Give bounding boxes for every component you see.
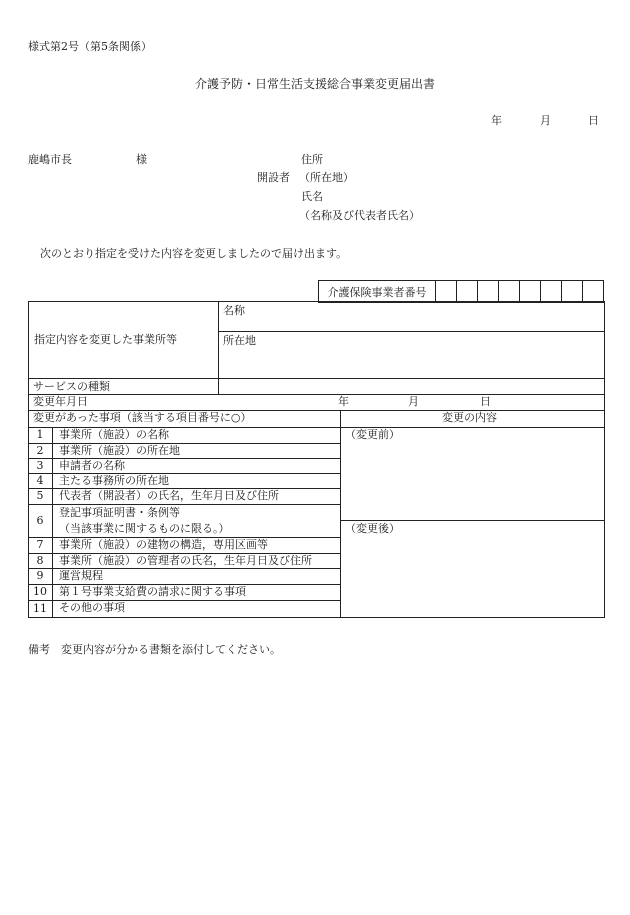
table-rule — [28, 568, 341, 569]
table-rule — [218, 301, 219, 394]
table-rule — [28, 504, 341, 505]
license-number-cell[interactable] — [478, 281, 499, 302]
applicant-address-label: 住所 — [301, 153, 323, 166]
license-number-label: 介護保険事業者番号 — [319, 281, 436, 302]
table-rule — [28, 458, 341, 459]
table-rule — [28, 537, 341, 538]
item-text: 事業所（施設）の管理者の氏名，生年月日及び住所 — [59, 554, 312, 567]
table-rule — [604, 301, 605, 617]
office-label: 指定内容を変更した事業所等 — [34, 333, 177, 346]
table-rule — [28, 427, 605, 428]
table-rule — [218, 331, 605, 332]
office-name-label: 名称 — [223, 304, 245, 317]
item-text-sub: （当該事業に関するものに限る。） — [59, 522, 230, 535]
table-rule — [28, 443, 341, 444]
service-type-label: サービスの種類 — [33, 380, 110, 393]
item-text: 申請者の名称 — [59, 459, 125, 472]
table-rule — [52, 427, 53, 617]
item-text: 代表者（開設者）の氏名，生年月日及び住所 — [59, 489, 279, 502]
license-number-cell[interactable] — [583, 281, 603, 302]
before-label: （変更前） — [345, 428, 400, 441]
item-number[interactable]: 8 — [36, 553, 44, 567]
table-rule — [28, 473, 341, 474]
table-rule — [28, 600, 341, 601]
table-rule — [28, 584, 341, 585]
table-rule — [28, 553, 341, 554]
date-year-label: 年 — [491, 114, 502, 127]
after-label: （変更後） — [345, 522, 400, 535]
license-number-cell[interactable] — [436, 281, 457, 302]
change-date-label: 変更年月日 — [33, 395, 88, 408]
table-rule — [28, 617, 605, 618]
items-header: 変更があった事項（該当する項目番号に○） — [33, 411, 252, 424]
item-number[interactable]: 5 — [36, 489, 44, 502]
table-rule — [28, 378, 605, 379]
change-date-day: 日 — [480, 395, 491, 408]
form-number: 様式第2号（第5条関係） — [28, 40, 152, 53]
table-rule — [28, 301, 29, 617]
change-date-month: 月 — [408, 395, 419, 408]
item-number[interactable]: 7 — [36, 538, 44, 551]
item-text: 事業所（施設）の建物の構造，専用区画等 — [59, 538, 268, 551]
addressee-name: 鹿嶋市長 — [28, 153, 72, 166]
item-text: 第１号事業支給費の請求に関する事項 — [59, 585, 246, 598]
item-text: その他の事項 — [59, 601, 125, 614]
intro-text: 次のとおり指定を受けた内容を変更しましたので届け出ます。 — [40, 247, 348, 260]
item-text: 事業所（施設）の名称 — [59, 428, 169, 441]
office-location-label: 所在地 — [223, 334, 256, 347]
license-number-cell[interactable] — [541, 281, 562, 302]
date-month-label: 月 — [540, 114, 551, 127]
table-rule — [340, 410, 341, 617]
item-text: 運営規程 — [59, 569, 103, 582]
table-rule — [340, 520, 605, 521]
table-rule — [28, 301, 605, 302]
license-number-cell[interactable] — [562, 281, 583, 302]
item-number[interactable]: 6 — [36, 513, 44, 527]
addressee-suffix: 様 — [136, 153, 147, 166]
applicant-role-label: 開設者 — [257, 171, 290, 184]
item-text: 登記事項証明書・条例等 — [59, 506, 180, 519]
applicant-address-sub: （所在地） — [299, 171, 354, 184]
note-text: 備考 変更内容が分かる書類を添付してください。 — [28, 643, 281, 656]
table-rule — [28, 394, 605, 395]
item-text: 主たる事務所の所在地 — [59, 474, 169, 487]
content-header: 変更の内容 — [442, 411, 497, 424]
applicant-name-sub: （名称及び代表者氏名） — [299, 209, 420, 222]
applicant-name-label: 氏名 — [301, 190, 323, 203]
document-title: 介護予防・日常生活支援総合事業変更届出書 — [194, 77, 435, 91]
item-number[interactable]: 2 — [36, 443, 44, 457]
date-day-label: 日 — [588, 114, 599, 127]
item-number[interactable]: 11 — [33, 601, 47, 615]
table-rule — [28, 410, 605, 411]
license-number-cell[interactable] — [520, 281, 541, 302]
table-rule — [28, 488, 341, 489]
item-number[interactable]: 3 — [36, 458, 44, 472]
item-number[interactable]: 9 — [36, 569, 44, 582]
item-number[interactable]: 10 — [33, 585, 47, 598]
license-number-cell[interactable] — [457, 281, 478, 302]
license-number-box — [318, 280, 604, 303]
license-number-cell[interactable] — [499, 281, 520, 302]
change-date-year: 年 — [338, 395, 349, 408]
item-text: 事業所（施設）の所在地 — [59, 444, 180, 457]
item-number[interactable]: 1 — [36, 428, 44, 441]
item-number[interactable]: 4 — [36, 473, 44, 487]
